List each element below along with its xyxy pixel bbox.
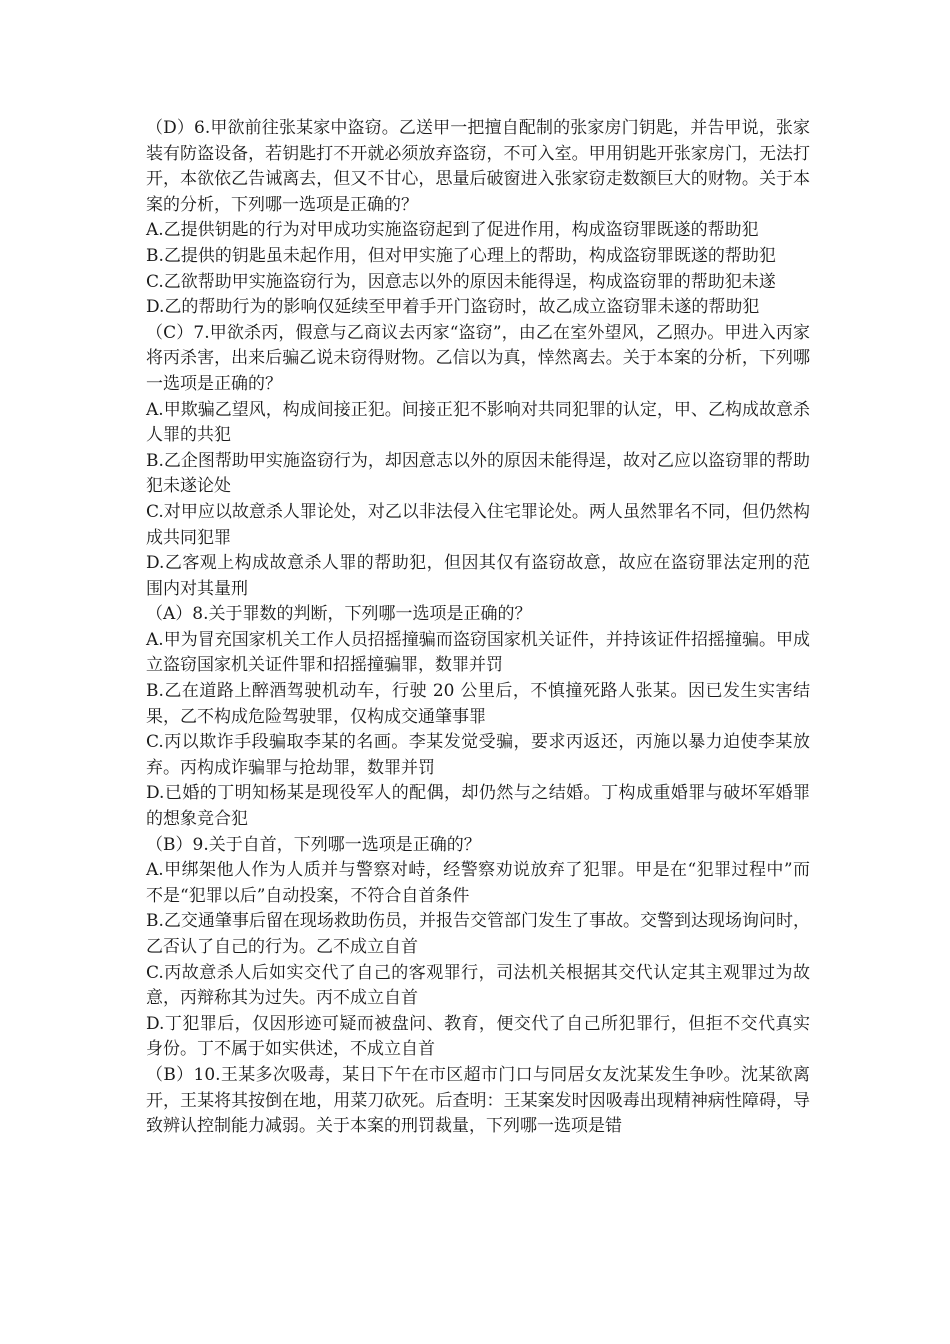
question-text: 7.甲欲杀丙，假意与乙商议去丙家“盗窃”，由乙在室外望风，乙照办。甲进入丙家将丙杀害，出来后骗乙说未窃得财物。乙信以为真，悻然离去。关于本案的分析，下列哪一选项是正确的？ <box>146 322 810 394</box>
option-c: C.乙欲帮助甲实施盗窃行为，因意志以外的原因未能得逞，构成盗窃罪的帮助犯未遂 <box>146 271 776 292</box>
option-c: C.对甲应以故意杀人罪论处，对乙以非法侵入住宅罪论处。两人虽然罪名不同，但仍然构成共同犯罪 <box>146 501 810 548</box>
answer-label: （B） <box>146 1064 194 1085</box>
question-text: 6.甲欲前往张某家中盗窃。乙送甲一把擅自配制的张家房门钥匙，并告甲说，张家装有防盗设备，若钥匙打不开就必须放弃盗窃，不可入室。甲用钥匙开张家房门，无法打开，本欲依乙告诫离去，但又不甘心，思量后破窗进入张家窃走数额巨大的财物。关于本案的分析，下列哪一选项是正确的？ <box>146 118 810 215</box>
question-8 <box>146 602 810 832</box>
question-text: 10.王某多次吸毒，某日下午在市区超市门口与同居女友沈某发生争吵。沈某欲离开，王某将其按倒在地，用菜刀砍死。后查明：王某案发时因吸毒出现精神病性障碍，导致辨认控制能力减弱。关于本案的刑罚裁量，下列哪一选项是错 <box>146 1064 810 1137</box>
question-7 <box>146 321 810 603</box>
question-6 <box>146 116 810 321</box>
answer-label: （B） <box>146 834 193 855</box>
option-c: C.丙以欺诈手段骗取李某的名画。李某发觉受骗，要求丙返还，丙施以暴力迫使李某放弃。丙构成诈骗罪与抢劫罪，数罪并罚 <box>146 732 810 778</box>
option-d: D.已婚的丁明知杨某是现役军人的配偶，却仍然与之结婚。丁构成重婚罪与破坏军婚罪的想象竞合犯 <box>146 783 810 830</box>
option-b: B.乙交通肇事后留在现场救助伤员，并报告交管部门发生了事故。交警到达现场询问时，乙否认了自己的行为。乙不成立自首 <box>146 911 810 957</box>
option-b: B.乙提供的钥匙虽未起作用，但对甲实施了心理上的帮助，构成盗窃罪既遂的帮助犯 <box>146 245 776 266</box>
option-a: A.甲为冒充国家机关工作人员招摇撞骗而盗窃国家机关证件，并持该证件招摇撞骗。甲成立盗窃国家机关证件罪和招摇撞骗罪，数罪并罚 <box>146 629 810 676</box>
question-stem <box>146 602 810 628</box>
option-c: C.丙故意杀人后如实交代了自己的客观罪行，司法机关根据其交代认定其主观罪过为故意，丙辩称其为过失。丙不成立自首 <box>146 962 810 1009</box>
option-d: D.丁犯罪后，仅因形迹可疑而被盘问、教育，便交代了自己所犯罪行，但拒不交代真实身份。丁不属于如实供述，不成立自首 <box>146 1013 810 1060</box>
question-stem <box>146 116 810 218</box>
question-stem <box>146 833 810 859</box>
answer-label: （D） <box>146 118 195 138</box>
option-b: B.乙在道路上醉酒驾驶机动车，行驶 20 公里后，不慎撞死路人张某。因已发生实害结果，乙不构成危险驾驶罪，仅构成交通肇事罪 <box>146 681 810 727</box>
option-a: A.甲绑架他人作为人质并与警察对峙，经警察劝说放弃了犯罪。甲是在“犯罪过程中”而不是“犯罪以后”自动投案，不符合自首条件 <box>146 860 810 906</box>
answer-label: （C） <box>146 322 194 343</box>
option-a: A.乙提供钥匙的行为对甲成功实施盗窃起到了促进作用，构成盗窃罪既遂的帮助犯 <box>146 220 759 241</box>
question-10 <box>146 1063 810 1140</box>
document-page <box>146 116 810 1140</box>
question-text: 8.关于罪数的判断，下列哪一选项是正确的？ <box>192 604 532 625</box>
question-stem <box>146 1063 810 1140</box>
question-text: 9.关于自首，下列哪一选项是正确的？ <box>192 834 481 855</box>
option-d: D.乙的帮助行为的影响仅延续至甲着手开门盗窃时，故乙成立盗窃罪未遂的帮助犯 <box>146 297 760 318</box>
answer-label: （A） <box>146 604 193 625</box>
option-d: D.乙客观上构成故意杀人罪的帮助犯，但因其仅有盗窃故意，故应在盗窃罪法定刑的范围内对其量刑 <box>146 553 810 599</box>
question-9 <box>146 833 810 1063</box>
option-b: B.乙企图帮助甲实施盗窃行为，却因意志以外的原因未能得逞，故对乙应以盗窃罪的帮助犯未遂论处 <box>146 450 810 497</box>
option-a: A.甲欺骗乙望风，构成间接正犯。间接正犯不影响对共同犯罪的认定，甲、乙构成故意杀人罪的共犯 <box>146 399 810 446</box>
question-stem <box>146 321 810 398</box>
